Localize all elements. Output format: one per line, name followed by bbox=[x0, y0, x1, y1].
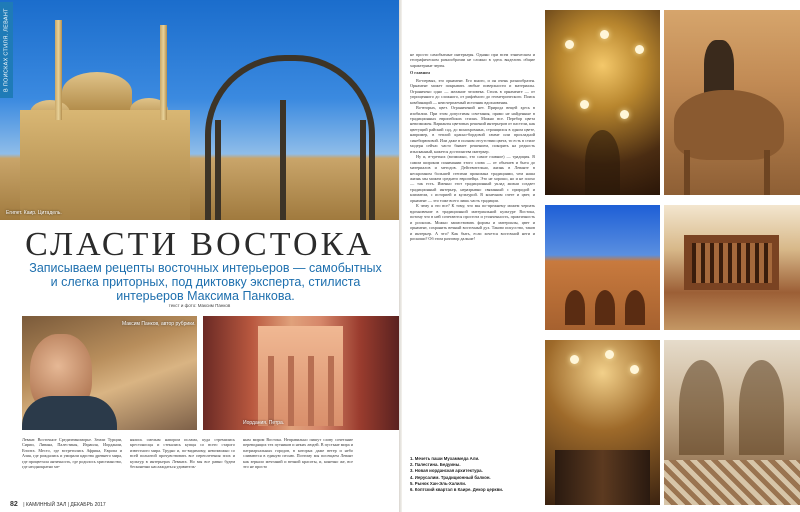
list-item: 5. Рынок Хан-Эль-Халили. bbox=[410, 480, 467, 486]
portrait-caption: Максим Панков, автор рубрики. bbox=[122, 321, 196, 327]
section-tab: В ПОИСКАХ СТИЛЯ. ЛЕВАНТ bbox=[0, 2, 13, 98]
bedouins-photo bbox=[664, 10, 800, 195]
list-item: 6. Коптский квартал в Каире. Декор церкви. bbox=[410, 487, 504, 493]
page-footer bbox=[10, 501, 106, 508]
mosque-interior-photo bbox=[545, 10, 660, 195]
right-page bbox=[402, 0, 800, 512]
petra-photo bbox=[203, 316, 399, 430]
page-number: 82 bbox=[10, 501, 18, 508]
petra-caption: Иордания. Петра. bbox=[243, 420, 285, 426]
paragraph: Во-первых, это орнамент. Его много, и он очень разнообразен. Орнамент может покрывать любые поверхности и материалы. Ограничено одно — желание человека. Стиль в орнаменте — от упрощенного до сложного, от рифлёного до геометрического. Поиск комбинаций — неисчерпаемый источник вдохновения. bbox=[410, 77, 535, 105]
body-column-1: Левант. Восточное Средиземноморье. Земли Турции, Сирии, Ливана, Палестины, Израиля, Иордании, Египта. Место, где встретились Африка, Европа и Азия, где рождались и умирали царства древнего мира, где процветала античность, где родилось христианство, где неоднократно ме- bbox=[22, 437, 122, 470]
right-intro: не просто самобытные интерьеры. Однако при всем этническом и географическом разнообразии не сложно в здесь выделить общие характерные черты. bbox=[410, 52, 535, 68]
body-column-right bbox=[410, 52, 535, 432]
list-item: 4. Иерусалим. Традиционный балкон. bbox=[410, 474, 491, 480]
author-portrait-photo bbox=[22, 316, 197, 430]
article-credits: текст и фото: Максим Панков bbox=[168, 303, 231, 308]
magazine-name: | КАМИННЫЙ ЗАЛ | ДЕКАБРЬ 2017 bbox=[23, 502, 106, 508]
list-item: 1. Мечеть паши Мухаммеда Али. bbox=[410, 456, 480, 461]
citadel-caption: Египет. Каир. Цитадель. bbox=[6, 210, 62, 216]
article-subtitle: Записываем рецепты восточных интерьеров — самобытных и слегка приторных, под диктовку эксперта, стилиста интерьеров Максима Панкова. bbox=[29, 261, 382, 303]
citadel-photo bbox=[0, 0, 399, 220]
list-item: 3. Новая иорданская архитектура. bbox=[410, 468, 483, 474]
paragraph: Ну и, в-третьих (возможно, это самое главное) — традиция. В самом широком понимании этого слова — от обычаев и быта до материалов и методов. Действительно, жизнь в Леванте в нескромном большей степени пронизана традициями, чем наша жизнь мы можем среднего европейца. Это не хорошо, но и не плохо — так есть. Именно этот традиционный уклад жизни создает традиционный интерьер, неразрывно связанный с природой и климатом, с историей и культурой. В конечном счете и цвет, и орнамент — это тоже всего лишь часть традиции. bbox=[410, 154, 535, 203]
article-title: СЛАСТИ ВОСТОКА bbox=[25, 226, 374, 263]
photo-captions-list bbox=[410, 456, 540, 493]
list-item: 2. Палестина. Бедуины. bbox=[410, 462, 461, 468]
coptic-church-decor-photo bbox=[664, 340, 800, 505]
jordan-architecture-photo bbox=[545, 205, 660, 330]
section-heading: О главном bbox=[410, 70, 430, 76]
left-page bbox=[0, 0, 399, 512]
paragraph: Во-вторых, цвет. Ограничений нет. Природа вещей здесь в изобилии. При этом допустимы сочетания, прямо не найденные в традиционных европейских стилях. Можно все. Перебор цвета невозможен. Варианты цветовых решений интерьеров от пастели, как цветущий райский сад, до монохромных, строящихся в одном цвете, например, в теплой красно-бордовой гамме или прохладной синебирюзовой. Или даже в полном отсутствии цвета, то есть в стиле модерн сейчас часто бывает решением, покорить на редкость изысканный, кажется достоинства интерьер. bbox=[410, 105, 535, 154]
body-column-3: ным миром Востока. Неправильно пишут слову сочетание переводящих тех путников и неких людей. В пустыне мира и патриархальных городов, в которых даже ветер и небо сливаются в единую песню. Поэтому мы посещаем Левант как зеркало мечтаний и вечной красоты, и, конечно же, все это не просто bbox=[243, 437, 353, 470]
paragraph: К чему я это все? К тому, что мы по-прежнему можем черпать вдохновение в традиционной материальной культуре Востока, потому что в ней сочетаются простота и утонченность, практичность и роскошь. Можно заимствовать формы и материалы, цвет и орнамент, сохранить вечный восточный дух. Таково искусство, таков и интерьер. А что? Как быть, если хочется восточной неги и роскоши? Об этом разговор дальше! bbox=[410, 203, 535, 241]
body-column-2: нялись смелым напором ислама, куда стремились крестоносцы и стекались купцы со всего старого известного мира. Трудно и, по-видимому, невозможно со всей полнотой прочувствовать все переплетения эпох и культур в интерьерах Леванта. Но мы все равно будем бесконечно наслаждаться удивитель- bbox=[130, 437, 235, 470]
bazaar-photo bbox=[545, 340, 660, 505]
jerusalem-balcony-photo bbox=[664, 205, 800, 330]
